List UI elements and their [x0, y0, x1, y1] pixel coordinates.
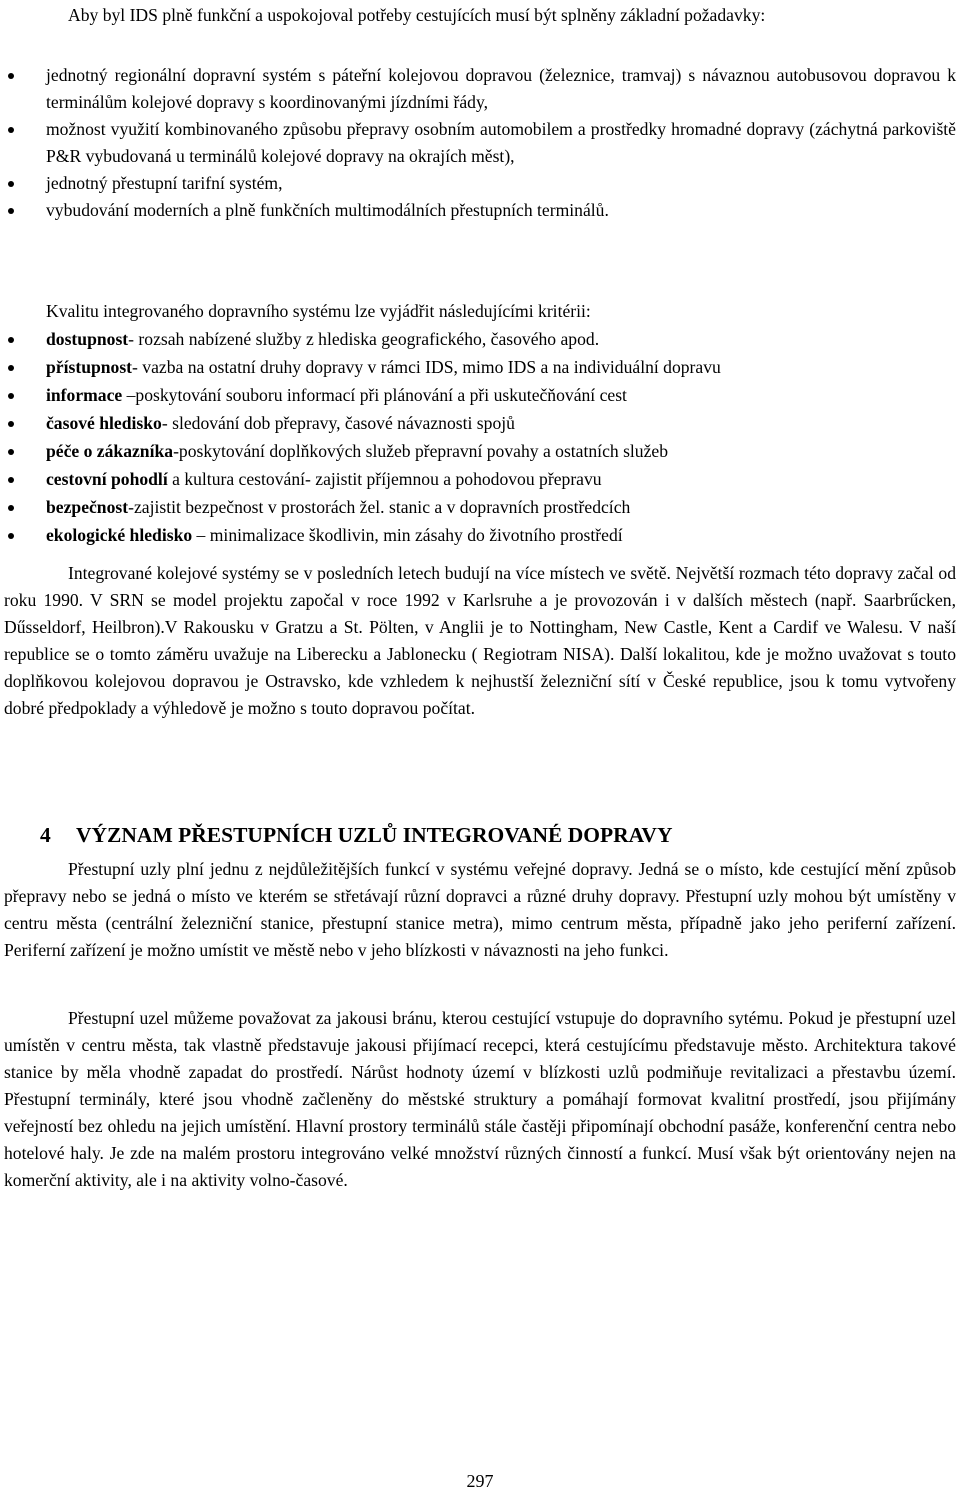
criteria-intro: Kvalitu integrovaného dopravního systému lze vyjádřit následujícími kritérii: — [46, 301, 591, 321]
paragraph-transfer-gateway: Přestupní uzel můžeme považovat za jakousi bránu, kterou cestující vstupuje do dopravního sytému. Pokud je přestupní uzel umístěn v centru města, tak vlastně představuje jakousi přijímací recepci, která cestujícímu představuje město. Architektura takové stanice by měla vhodně zapadat do prostředí. Nárůst hodnoty území v blízkosti uzlů podmiňuje revitalizaci a přestavbu území. Přestupní terminály, které jsou vhodně začleněny do městské struktury a pomáhají formovat kvalitní prostředí, jsou přijímány veřejností bez ohledu na jejich umístění. Hlavní prostory terminálů stále častěji připomínají obchodní pasáže, konferenční centra nebo hotelové haly. Je zde na malém prostoru integrováno velké množství různých činností a funkcí. Musí však být orientovány nejen na komerční aktivity, ale i na aktivity volno-časové. — [4, 1008, 956, 1190]
list-item — [4, 410, 956, 437]
page-number: 297 — [466, 1471, 494, 1491]
list-item: jednotný regionální dopravní systém s páteřní kolejovou dopravou (železnice, tramvaj) s návaznou autobusovou dopravou k terminálům kolejové dopravy s koordinovanými jízdními řády, — [4, 62, 956, 116]
criterion-text: -poskytování doplňkových služeb přepravní povahy a ostatních služeb — [173, 441, 669, 461]
list-item — [4, 382, 956, 409]
criterion-term: ekologické hledisko — [46, 525, 193, 545]
criterion-text: -zajistit bezpečnost v prostorách žel. stanic a v dopravních prostředcích — [128, 497, 631, 517]
requirements-list — [4, 62, 956, 224]
criterion-term: informace — [46, 385, 123, 405]
criterion-text: - sledování dob přepravy, časové návaznosti spojů — [161, 413, 515, 433]
criterion-term: časové hledisko — [46, 413, 162, 433]
list-item: vybudování moderních a plně funkčních multimodálních přestupních terminálů. — [4, 197, 956, 224]
criterion-term: přístupnost — [46, 357, 133, 377]
criterion-term: cestovní pohodlí — [46, 469, 168, 489]
section-heading — [40, 820, 940, 850]
list-item — [4, 438, 956, 465]
criterion-text: - vazba na ostatní druhy dopravy v rámci IDS, mimo IDS a na individuální dopravu — [132, 357, 721, 377]
list-item — [4, 466, 956, 493]
section-title: VÝZNAM PŘESTUPNÍCH UZLŮ INTEGROVANÉ DOPRAVY — [76, 823, 673, 847]
criteria-list — [4, 326, 956, 550]
criterion-text: –poskytování souboru informací při plánování a při uskutečňování cest — [122, 385, 627, 405]
list-item — [4, 494, 956, 521]
intro-paragraph: Aby byl IDS plně funkční a uspokojoval potřeby cestujících musí být splněny základní požadavky: — [68, 5, 766, 25]
criterion-term: dostupnost — [46, 329, 129, 349]
section-number: 4 — [40, 823, 51, 847]
criterion-text: - rozsah nabízené služby z hlediska geografického, časového apod. — [128, 329, 600, 349]
criterion-text: – minimalizace škodlivin, min zásahy do životního prostředí — [192, 525, 623, 545]
paragraph-integrated-systems: Integrované kolejové systémy se v posledních letech budují na více místech ve světě. Největší rozmach této dopravy začal od roku 1990. V SRN se model projektu započal v roce 1992 v Karlsruhe a je provozován i v dalších městech (např. Saarbrűcken, Dűsseldorf, Heilbron).V Rakousku v Gratzu a St. Pölten, v Anglii je to Nottingham, New Castle, Kent a Cardif ve Walesu. V naší republice se o tomto záměru uvažuje na Liberecku a Jablonecku ( Regiotram NISA). Další lokalitou, kde je možno uvažovat s touto doplňkovou kolejovou dopravou je Ostravsko, kde vzhledem k nejhustší železniční sítí v České republice, jsou k tomu vytvořeny dobré předpoklady a výhledově je možno s touto dopravou počítat. — [4, 563, 956, 718]
criterion-term: bezpečnost — [46, 497, 129, 517]
list-item: jednotný přestupní tarifní systém, — [4, 170, 956, 197]
list-item — [4, 522, 956, 549]
criterion-term: péče o zákazníka — [46, 441, 174, 461]
list-item: možnost využití kombinovaného způsobu přepravy osobním automobilem a prostředky hromadné dopravy (záchytná parkoviště P&R vybudovaná u terminálů kolejové dopravy na okrajích měst), — [4, 116, 956, 170]
criterion-text: a kultura cestování- zajistit příjemnou a pohodovou přepravu — [167, 469, 602, 489]
list-item — [4, 354, 956, 381]
list-item — [4, 326, 956, 353]
paragraph-transfer-nodes: Přestupní uzly plní jednu z nejdůležitějších funkcí v systému veřejné dopravy. Jedná se o místo, kde cestující mění způsob přepravy nebo se jedná o místo ve kterém se střetávají různí dopravci a různé druhy dopravy. Přestupní uzly mohou být umístěny v centru města (centrální železniční stanice, přestupní stanice metra), mimo centrum města, případně jako jeho periferní zařízení. Periferní zařízení je možno umístit ve městě nebo v jeho blízkosti v návaznosti na jeho funkci. — [4, 859, 956, 960]
